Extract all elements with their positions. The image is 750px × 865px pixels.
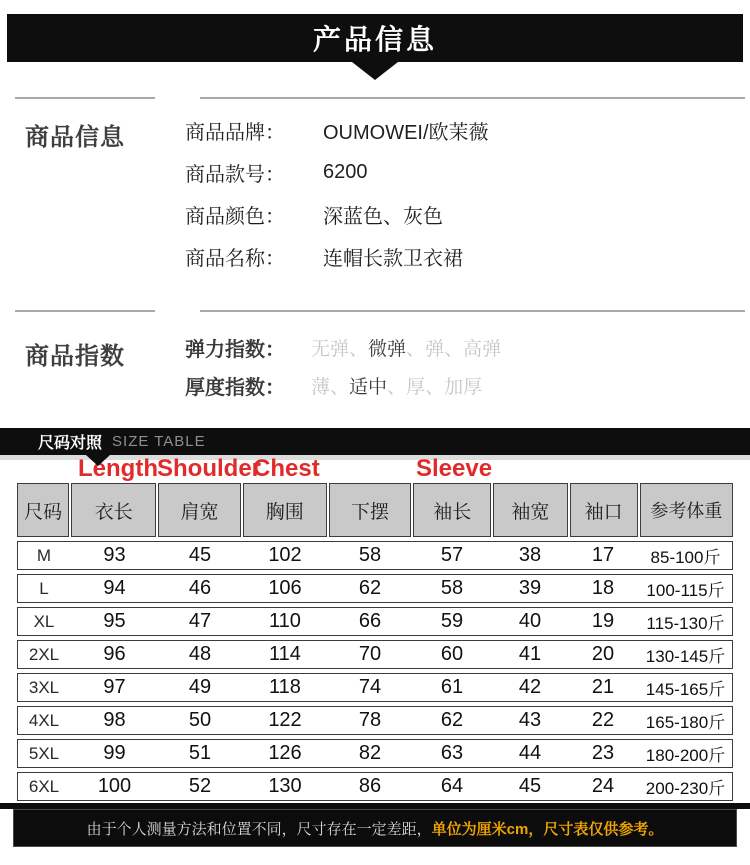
table-cell: 4XL	[28, 710, 60, 730]
table-row	[17, 640, 733, 669]
table-cell: 18	[591, 577, 615, 599]
table-cell: 93	[103, 544, 126, 566]
table-cell: 50	[188, 709, 212, 731]
info-label: 商品款号：	[185, 163, 285, 186]
table-cell: 60	[440, 643, 464, 665]
table-cell: 38	[518, 544, 542, 566]
table-cell: 122	[268, 709, 302, 731]
arrow-down-icon	[86, 455, 110, 466]
option-separator: 、	[330, 376, 350, 398]
table-cell: 130-145斤	[645, 647, 726, 666]
table-cell: 106	[268, 577, 302, 599]
table-cell: 180-200斤	[645, 746, 726, 765]
info-value: 连帽长款卫衣裙	[323, 247, 463, 270]
index-option: 加厚	[444, 376, 483, 398]
size-table-bar-title-en: SIZE TABLE	[112, 433, 206, 450]
table-cell: 40	[518, 610, 542, 632]
index-option: 弹	[425, 338, 445, 360]
table-row	[17, 673, 733, 702]
footer-note-normal: 由于个人测量方法和位置不同，尺寸存在一定差距，	[86, 820, 432, 838]
table-cell: 102	[268, 544, 302, 566]
table-cell: 44	[518, 742, 542, 764]
size-table-header-cell: 胸围	[243, 483, 327, 537]
table-cell: 100	[97, 775, 132, 797]
table-cell: 126	[268, 742, 302, 764]
table-cell: 43	[518, 709, 542, 731]
product-info-banner	[7, 14, 743, 62]
product-info-row	[185, 109, 750, 151]
info-label: 商品颜色：	[185, 205, 285, 228]
table-cell: 48	[188, 643, 212, 665]
table-cell: 51	[188, 742, 212, 764]
info-value: OUMOWEI/欧茉薇	[323, 121, 489, 144]
table-cell: 64	[440, 775, 464, 797]
option-separator: 、	[349, 338, 369, 360]
table-cell: 145-165斤	[645, 680, 726, 699]
table-cell: 58	[440, 577, 464, 599]
index-options	[311, 372, 482, 399]
table-cell: L	[39, 578, 49, 598]
product-info-section	[0, 99, 750, 310]
size-table-header-cell: 肩宽	[158, 483, 240, 537]
table-cell: 95	[103, 610, 126, 632]
index-option: 适中	[349, 376, 388, 398]
index-label: 弹力指数：	[185, 338, 285, 361]
size-table-header-cell: 尺码	[17, 483, 69, 537]
table-cell: 62	[358, 577, 382, 599]
info-value: 6200	[323, 160, 368, 183]
index-option: 微弹	[368, 338, 407, 360]
product-index-rows	[185, 328, 750, 404]
measure-annotation: Length	[78, 455, 158, 482]
option-separator: 、	[387, 376, 407, 398]
section-divider	[0, 310, 750, 312]
table-cell: 2XL	[28, 644, 60, 664]
table-cell: 63	[440, 742, 464, 764]
table-row	[17, 739, 733, 768]
banner-title: 产品信息	[312, 24, 437, 55]
product-index-row	[185, 328, 750, 366]
size-table-header-cell: 袖长	[413, 483, 491, 537]
product-info-row	[185, 193, 750, 235]
option-separator: 、	[406, 338, 426, 360]
table-cell: 110	[269, 610, 301, 632]
size-table-header-cell: 参考体重	[640, 483, 733, 537]
table-cell: 94	[103, 577, 126, 599]
table-cell: 78	[358, 709, 382, 731]
index-option: 高弹	[463, 338, 502, 360]
table-cell: 47	[188, 610, 212, 632]
size-table-header-cell: 衣长	[71, 483, 156, 537]
product-index-title: 商品指数	[25, 343, 125, 370]
table-cell: 96	[103, 643, 126, 665]
table-cell: 24	[591, 775, 615, 797]
table-cell: 85-100斤	[650, 548, 721, 567]
table-cell: 165-180斤	[645, 713, 726, 732]
section-divider	[0, 97, 750, 99]
table-cell: 57	[440, 544, 464, 566]
table-cell: 22	[591, 709, 615, 731]
table-cell: 49	[188, 676, 212, 698]
size-table	[17, 483, 733, 801]
size-table-header-cell: 袖宽	[493, 483, 567, 537]
table-cell: 118	[269, 676, 301, 698]
table-cell: 70	[358, 643, 382, 665]
table-cell: 5XL	[28, 743, 60, 763]
footer-note-bar	[13, 809, 737, 847]
option-separator: 、	[425, 376, 445, 398]
table-cell: 200-230斤	[645, 779, 726, 798]
table-cell: 98	[103, 709, 126, 731]
product-index-section	[0, 312, 750, 404]
table-row	[17, 607, 733, 636]
size-table-body	[17, 541, 733, 801]
size-table-header-row	[17, 483, 733, 537]
measure-annotation: Chest	[253, 455, 320, 482]
table-row	[17, 541, 733, 570]
table-cell: 66	[358, 610, 382, 632]
table-row	[17, 574, 733, 603]
table-cell: 62	[440, 709, 464, 731]
table-row	[17, 772, 733, 801]
option-separator: 、	[444, 338, 464, 360]
measure-annotations	[0, 455, 750, 482]
info-label: 商品名称：	[185, 247, 285, 270]
table-cell: 20	[591, 643, 615, 665]
table-cell: 97	[103, 676, 126, 698]
table-cell: 86	[358, 775, 382, 797]
measure-annotation: Shoulder	[157, 455, 262, 482]
size-table-header-cell: 下摆	[329, 483, 411, 537]
index-option: 无弹	[311, 338, 350, 360]
table-cell: 45	[518, 775, 542, 797]
table-cell: 6XL	[28, 776, 60, 796]
product-info-row	[185, 235, 750, 277]
footer-note	[0, 803, 750, 847]
table-cell: 46	[188, 577, 212, 599]
info-label: 商品品牌：	[185, 121, 285, 144]
table-cell: 39	[518, 577, 542, 599]
table-cell: 3XL	[28, 677, 60, 697]
table-cell: 58	[358, 544, 382, 566]
index-label: 厚度指数：	[185, 376, 285, 399]
table-cell: 41	[518, 643, 542, 665]
arrow-down-icon	[352, 62, 398, 80]
measure-annotation: Sleeve	[416, 455, 493, 482]
table-cell: 17	[591, 544, 615, 566]
table-cell: 52	[188, 775, 212, 797]
info-value: 深蓝色、灰色	[323, 205, 443, 228]
table-cell: 19	[591, 610, 615, 632]
table-cell: 99	[103, 742, 126, 764]
product-index-row	[185, 366, 750, 404]
table-cell: 82	[358, 742, 382, 764]
table-cell: 42	[518, 676, 542, 698]
table-cell: 115-130斤	[646, 614, 725, 633]
table-cell: 114	[269, 643, 301, 665]
table-cell: 23	[591, 742, 615, 764]
footer-note-highlight: 单位为厘米cm，尺寸表仅供参考。	[431, 820, 664, 838]
table-cell: XL	[33, 611, 55, 631]
table-cell: 59	[440, 610, 464, 632]
table-cell: M	[36, 545, 52, 565]
product-info-row	[185, 151, 750, 193]
table-cell: 21	[591, 676, 615, 698]
table-cell: 45	[188, 544, 212, 566]
product-info-rows	[185, 109, 750, 277]
size-table-bar-title-cn: 尺码对照	[38, 435, 103, 452]
size-table-header-cell: 袖口	[570, 483, 638, 537]
table-row	[17, 706, 733, 735]
table-cell: 61	[440, 676, 464, 698]
product-info-title: 商品信息	[25, 124, 125, 151]
table-cell: 74	[358, 676, 382, 698]
table-cell: 100-115斤	[646, 581, 725, 600]
table-cell: 130	[268, 775, 302, 797]
size-table-bar	[0, 428, 750, 455]
index-option: 薄	[311, 376, 331, 398]
index-options	[311, 334, 501, 361]
index-option: 厚	[406, 376, 426, 398]
